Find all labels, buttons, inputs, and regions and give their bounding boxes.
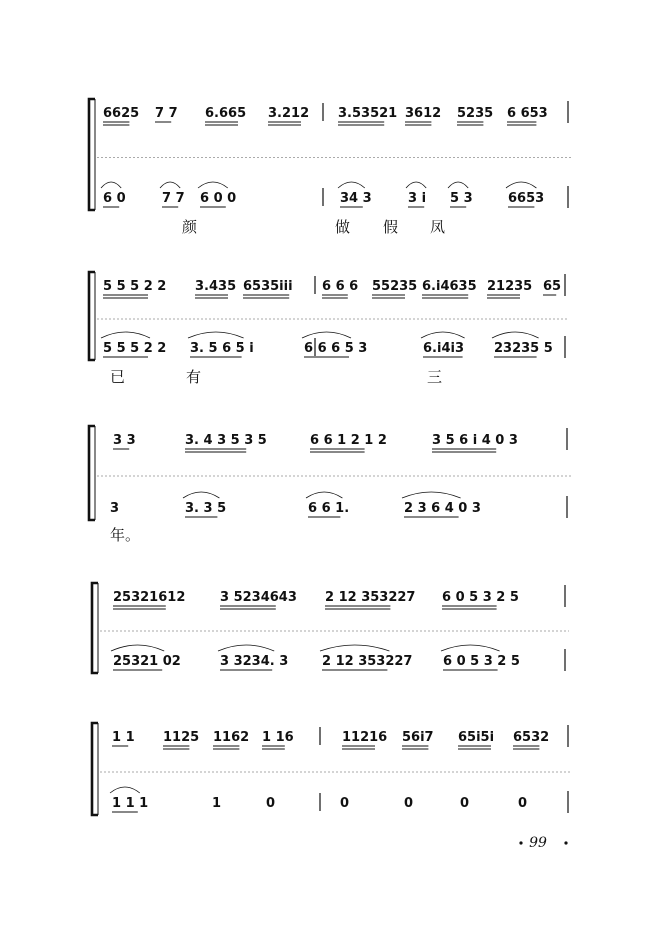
top-staff-group: 3 5 6 i 4 0 3 [432, 433, 518, 448]
slur-arc [306, 492, 342, 498]
bottom-staff-group: 0 [340, 796, 350, 811]
top-staff-group: 5 5 5 2 2 [103, 279, 167, 294]
top-staff-group: 1125 [163, 730, 200, 745]
bottom-staff-group: 1 [212, 796, 222, 811]
top-staff-group: 3 3 [113, 433, 136, 448]
top-staff-group: 6.665 [205, 106, 247, 121]
lyric-character: 假 [383, 218, 399, 236]
system-bracket [89, 272, 95, 360]
bottom-staff-group: 3. 3 5 [185, 501, 227, 516]
slur-arc [183, 492, 219, 498]
slur-arc [421, 332, 465, 338]
lyric-character: 三 [427, 368, 443, 386]
system-bracket [89, 99, 95, 210]
bottom-staff-group: 5 3 [450, 191, 473, 206]
slur-arc [198, 182, 228, 188]
page-number-dot-left [519, 841, 522, 844]
bottom-staff-group: 7 7 [162, 191, 185, 206]
top-staff-group: 25321612 [113, 590, 186, 605]
bottom-staff-group: 2 3 6 4 0 3 [404, 501, 481, 516]
page-number: 99 [529, 835, 547, 851]
bottom-staff-group: 23235 5 [494, 341, 553, 356]
lyric-character: 已 [110, 368, 126, 386]
score-systems [89, 99, 572, 815]
bottom-staff-group: 3 3234. 3 [220, 654, 289, 669]
top-staff-group: 1162 [213, 730, 250, 745]
slur-arc [110, 787, 140, 793]
bottom-staff-group: 5 5 5 2 2 [103, 341, 167, 356]
bottom-staff-group: 6.i4i3 [423, 341, 464, 356]
slur-arc [506, 182, 536, 188]
top-staff-group: 6.i4635 [422, 279, 477, 294]
top-staff-group: 6 6 1 2 1 2 [310, 433, 387, 448]
slur-arc [338, 182, 365, 188]
slur-arc [492, 332, 539, 338]
top-staff-group: 56i7 [402, 730, 434, 745]
top-staff-group: 11216 [342, 730, 388, 745]
bottom-staff-group: 34 3 [340, 191, 372, 206]
system-5 [92, 723, 572, 815]
top-staff-group: 3612 [405, 106, 442, 121]
top-staff-group: 55235 [372, 279, 418, 294]
top-staff-group: 3.53521 [338, 106, 398, 121]
top-staff-group: 7 7 [155, 106, 178, 121]
page-number-dot-right [564, 841, 567, 844]
bottom-staff-group: 6 0 [103, 191, 126, 206]
top-staff-group: 6625 [103, 106, 140, 121]
bottom-staff-group: 3. 5 6 5 i [190, 341, 254, 356]
bottom-staff-group: 25321 02 [113, 654, 181, 669]
slur-arc [218, 645, 274, 651]
top-staff-group: 5235 [457, 106, 494, 121]
lyric-character: 有 [186, 368, 202, 386]
bottom-staff-group: 6 6 1. [308, 501, 350, 516]
top-staff-group: 3.212 [268, 106, 310, 121]
slur-arc [302, 332, 351, 338]
system-bracket [89, 426, 95, 520]
system-bracket [92, 583, 98, 673]
system-1 [89, 99, 572, 236]
bottom-staff-group: 0 [460, 796, 470, 811]
bottom-staff-group: 6653 [508, 191, 545, 206]
system-3 [89, 426, 571, 544]
bottom-staff-group: 2 12 353227 [322, 654, 413, 669]
top-staff-group: 3 5234643 [220, 590, 297, 605]
top-staff-group: 65 [543, 279, 562, 294]
bottom-staff-group: 1 1 1 [112, 796, 149, 811]
bottom-staff-group: 6 0 5 3 2 5 [443, 654, 520, 669]
system-4 [92, 583, 569, 673]
top-staff-group: 65i5i [458, 730, 495, 745]
slur-arc [160, 182, 180, 188]
bottom-staff-group: 0 [518, 796, 528, 811]
top-staff-group: 3.435 [195, 279, 237, 294]
slur-arc [111, 645, 164, 651]
lyric-character: 凤 [430, 218, 446, 236]
slur-arc [101, 182, 121, 188]
top-staff-group: 6 6 6 [322, 279, 359, 294]
bottom-staff-group: 3 [110, 501, 120, 516]
bottom-staff-group: 0 [266, 796, 276, 811]
top-staff-group: 6 653 [507, 106, 548, 121]
top-staff-group: 2 12 353227 [325, 590, 416, 605]
lyric-character: 颜 [182, 218, 198, 236]
slur-arc [406, 182, 426, 188]
top-staff-group: 6532 [513, 730, 550, 745]
slur-arc [188, 332, 244, 338]
system-bracket [92, 723, 98, 815]
top-staff-group: 6 0 5 3 2 5 [442, 590, 519, 605]
top-staff-group: 3. 4 3 5 3 5 [185, 433, 267, 448]
top-staff-group: 6535iii [243, 279, 293, 294]
slur-arc [101, 332, 150, 338]
slur-arc [320, 645, 389, 651]
slur-arc [448, 182, 468, 188]
bottom-staff-group: 0 [404, 796, 414, 811]
slur-arc [402, 492, 461, 498]
bottom-staff-group: 6 6 6 5 3 [304, 341, 368, 356]
lyric-character: 年。 [110, 526, 141, 544]
bottom-staff-group: 3 i [408, 191, 427, 206]
bottom-staff-group: 6 0 0 [200, 191, 237, 206]
system-2 [89, 272, 569, 386]
lyric-character: 做 [335, 218, 351, 236]
top-staff-group: 1 16 [262, 730, 294, 745]
top-staff-group: 1 1 [112, 730, 135, 745]
top-staff-group: 21235 [487, 279, 533, 294]
slur-arc [441, 645, 500, 651]
